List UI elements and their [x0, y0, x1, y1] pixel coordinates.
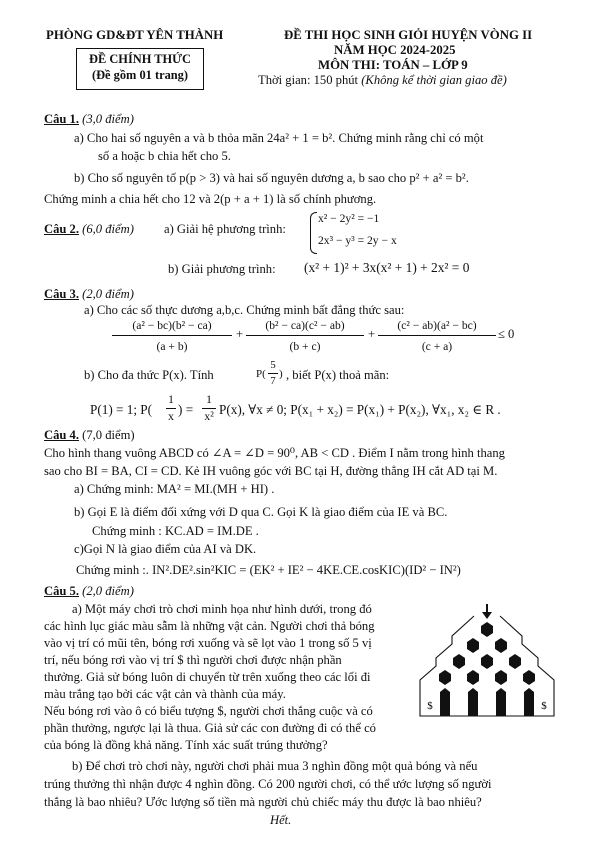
q5-line-6: Nếu bóng rơi vào ô có biểu tượng $, người chơi thắng cuộc và có	[44, 704, 373, 718]
question-5-points: (2,0 điểm)	[82, 584, 134, 598]
question-1-points: (3,0 điểm)	[82, 112, 134, 126]
q3-a-text: a) Cho các số thực dương a,b,c. Chứng minh bất đẳng thức sau:	[84, 303, 405, 317]
q3-b-text1: b) Cho đa thức P(x). Tính	[84, 368, 214, 382]
q5-b-line2: trúng thưởng thì nhận được 4 nghìn đồng. Có 200 người chơi, có thể ước lượng số người	[44, 777, 492, 791]
plus-sign-1: +	[236, 327, 244, 341]
q3-b-p-close: )	[279, 368, 283, 380]
q3-b-frac-den: 7	[270, 375, 276, 387]
question-5-header	[44, 584, 134, 598]
q3-cond-part-b: ) =	[178, 402, 194, 417]
exam-time	[258, 73, 507, 87]
q5-line-3: trí, nếu bóng rơi vào vị trí $ thì người chơi được nhận phần	[44, 653, 342, 667]
school-year: NĂM HỌC 2024-2025	[334, 43, 456, 57]
time-text: Thời gian: 150 phút	[258, 73, 359, 87]
q1-a-line2: số a hoặc b chia hết cho 5.	[98, 149, 231, 163]
question-3-label: Câu 3.	[44, 287, 79, 301]
q5-line-7: phần thưởng, ngược lại là thua. Giả sử các con đường đi có thể có	[44, 721, 376, 735]
q3-b-frac-num: 5	[270, 359, 276, 371]
hex-obstacle-r2-2	[495, 638, 507, 653]
hex-obstacle-r2-1	[467, 638, 479, 653]
q3-cond-num-b: 1	[206, 392, 212, 406]
inequality-sign: ≤ 0	[498, 327, 515, 341]
question-2-label: Câu 2.	[44, 222, 79, 236]
q4-part-c-line2: Chứng minh :. IN².DE².sin²KIC = (EK² + IE² − 4KE.CE.cosKIC)(ID² − IN²)	[76, 563, 461, 577]
prize-slot-left: $	[427, 700, 433, 712]
q3-cond-part-a: P(1) = 1; P(	[90, 402, 153, 417]
question-1-header	[44, 112, 134, 126]
hex-obstacles	[439, 622, 535, 716]
department-name: PHÒNG GD&ĐT YÊN THÀNH	[46, 28, 224, 42]
q3-b-frac-bar	[268, 373, 278, 374]
question-5-label: Câu 5.	[44, 584, 79, 598]
q2-b-equation: (x² + 1)² + 3x(x² + 1) + 2x² = 0	[304, 260, 470, 275]
question-4-header	[44, 428, 135, 442]
prize-slot-right: $	[541, 700, 547, 712]
question-3-header	[44, 287, 134, 301]
fraction-bar-1	[112, 335, 232, 336]
question-2-header	[44, 222, 134, 236]
q4-intro-line1: Cho hình thang vuông ABCD có ∠A = ∠D = 90⁰, AB < CD . Điểm I nằm trong hình thang	[44, 446, 505, 460]
system-brace	[310, 212, 317, 254]
q3-cond-den-b: x²	[204, 409, 214, 423]
hex-obstacle-r4-1	[439, 670, 451, 685]
q4-part-a: a) Chứng minh: MA² = MI.(MH + HI) .	[74, 482, 275, 496]
question-4-points: (7,0 điểm)	[82, 428, 135, 442]
q5-line-0: a) Một máy chơi trò chơi minh họa như hình dưới, trong đó	[72, 602, 372, 616]
question-4-label: Câu 4.	[44, 428, 79, 442]
q3-cond-den-a: x	[168, 409, 174, 423]
end-mark: Hết.	[270, 813, 292, 827]
q5-b-line3: thắng là bao nhiêu? Ước lượng số tiền mà người chủ chiếc máy thu được là bao nhiêu?	[44, 795, 482, 809]
hex-obstacle-r4-4	[523, 670, 535, 685]
ball-game-machine	[412, 604, 562, 724]
q1-b-line2: Chứng minh a chia hết cho 12 và 2(p + a + 1) là số chính phương.	[44, 192, 377, 206]
slot-divider-1	[440, 688, 450, 716]
plus-sign-2: +	[368, 327, 376, 341]
q2-eq1: x² − 2y² = −1	[318, 212, 380, 225]
q3-b-text2: , biết P(x) thoả mãn:	[286, 368, 390, 382]
q5-line-8: của bóng là đồng khả năng. Tính xác suất trúng thưởng?	[44, 738, 328, 752]
ineq-num-1: (a² − bc)(b² − ca)	[132, 319, 212, 332]
question-3-points: (2,0 điểm)	[82, 287, 134, 301]
q4-intro-line2: sao cho BI = BA, CI = CD. Kẻ IH vuông góc với BC tại H, đường thẳng IH cắt AD tại M.	[44, 464, 498, 478]
hex-obstacle-r4-2	[467, 670, 479, 685]
drop-arrow-icon	[482, 604, 492, 619]
hex-obstacle-r3-2	[481, 654, 493, 669]
hex-obstacle-r4-3	[495, 670, 507, 685]
hex-obstacle-r3-3	[509, 654, 521, 669]
hex-obstacle-r1-1	[481, 622, 493, 637]
exam-title: ĐỀ THI HỌC SINH GIỎI HUYỆN VÒNG II	[284, 28, 533, 42]
question-2-points: (6,0 điểm)	[82, 222, 134, 236]
q5-line-1: các hình lục giác màu sẫm là những vật cản. Người chơi thả bóng	[44, 619, 375, 633]
q5-line-5: màu trắng tạo bởi các vật cản và thành của máy.	[44, 687, 286, 701]
ineq-num-3: (c² − ab)(a² − bc)	[397, 319, 477, 332]
hex-obstacle-r3-1	[453, 654, 465, 669]
ineq-den-2: (b + c)	[289, 340, 321, 353]
q5-line-4: thưởng. Giả sử bóng luôn di chuyển từ trên xuống theo các lối đi	[44, 670, 371, 684]
q5-b-line1: b) Để chơi trò chơi này, người chơi phải mua 3 nghìn đồng một quả bóng và nếu	[72, 759, 478, 773]
subject-title: MÔN THI: TOÁN – LỚP 9	[318, 58, 468, 72]
slot-divider-2	[468, 688, 478, 716]
q3-cond-num-a: 1	[168, 392, 174, 406]
slot-divider-4	[524, 688, 534, 716]
q1-b-line1: b) Cho số nguyên tố p(p > 3) và hai số nguyên dương a, b sao cho p² + a² = b².	[74, 171, 469, 185]
q4-part-c-line1: c)Gọi N là giao điểm của AI và DK.	[74, 542, 257, 556]
q2-a-text: a) Giải hệ phương trình:	[164, 222, 286, 236]
q1-a-line1: a) Cho hai số nguyên a và b thỏa mãn 24a² + 1 = b². Chứng minh rằng chỉ có một	[74, 131, 484, 145]
q5-line-2: vào vị trí có mũi tên, bóng rơi xuống và sẽ lọt vào 1 trong số 5 vị	[44, 636, 372, 650]
q2-b-text: b) Giải phương trình:	[168, 262, 276, 276]
ineq-den-1: (a + b)	[156, 340, 188, 353]
ineq-den-3: (c + a)	[421, 340, 453, 353]
q4-part-b-line1: b) Gọi E là điểm đối xứng với D qua C. Gọi K là giao điểm của IE và BC.	[74, 505, 448, 519]
q3-b-p-open: P(	[256, 368, 266, 380]
fraction-bar-2	[246, 335, 364, 336]
question-1-label: Câu 1.	[44, 112, 79, 126]
slot-divider-3	[496, 688, 506, 716]
time-note: (Không kể thời gian giao đề)	[361, 73, 507, 87]
q4-part-b-line2: Chứng minh : KC.AD = IM.DE .	[92, 524, 259, 538]
fraction-bar-3	[378, 335, 496, 336]
q2-eq2: 2x³ − y³ = 2y − x	[318, 234, 397, 247]
official-label: ĐỀ CHÍNH THỨC	[89, 52, 191, 66]
q3-cond-part-c: P(x), ∀x ≠ 0; P(x₁ + x₂) = P(x₁) + P(x₂), ∀x₁, x₂ ∈ R .	[219, 402, 501, 417]
pages-label: (Đề gồm 01 trang)	[91, 68, 188, 82]
ineq-num-2: (b² − ca)(c² − ab)	[265, 319, 345, 332]
